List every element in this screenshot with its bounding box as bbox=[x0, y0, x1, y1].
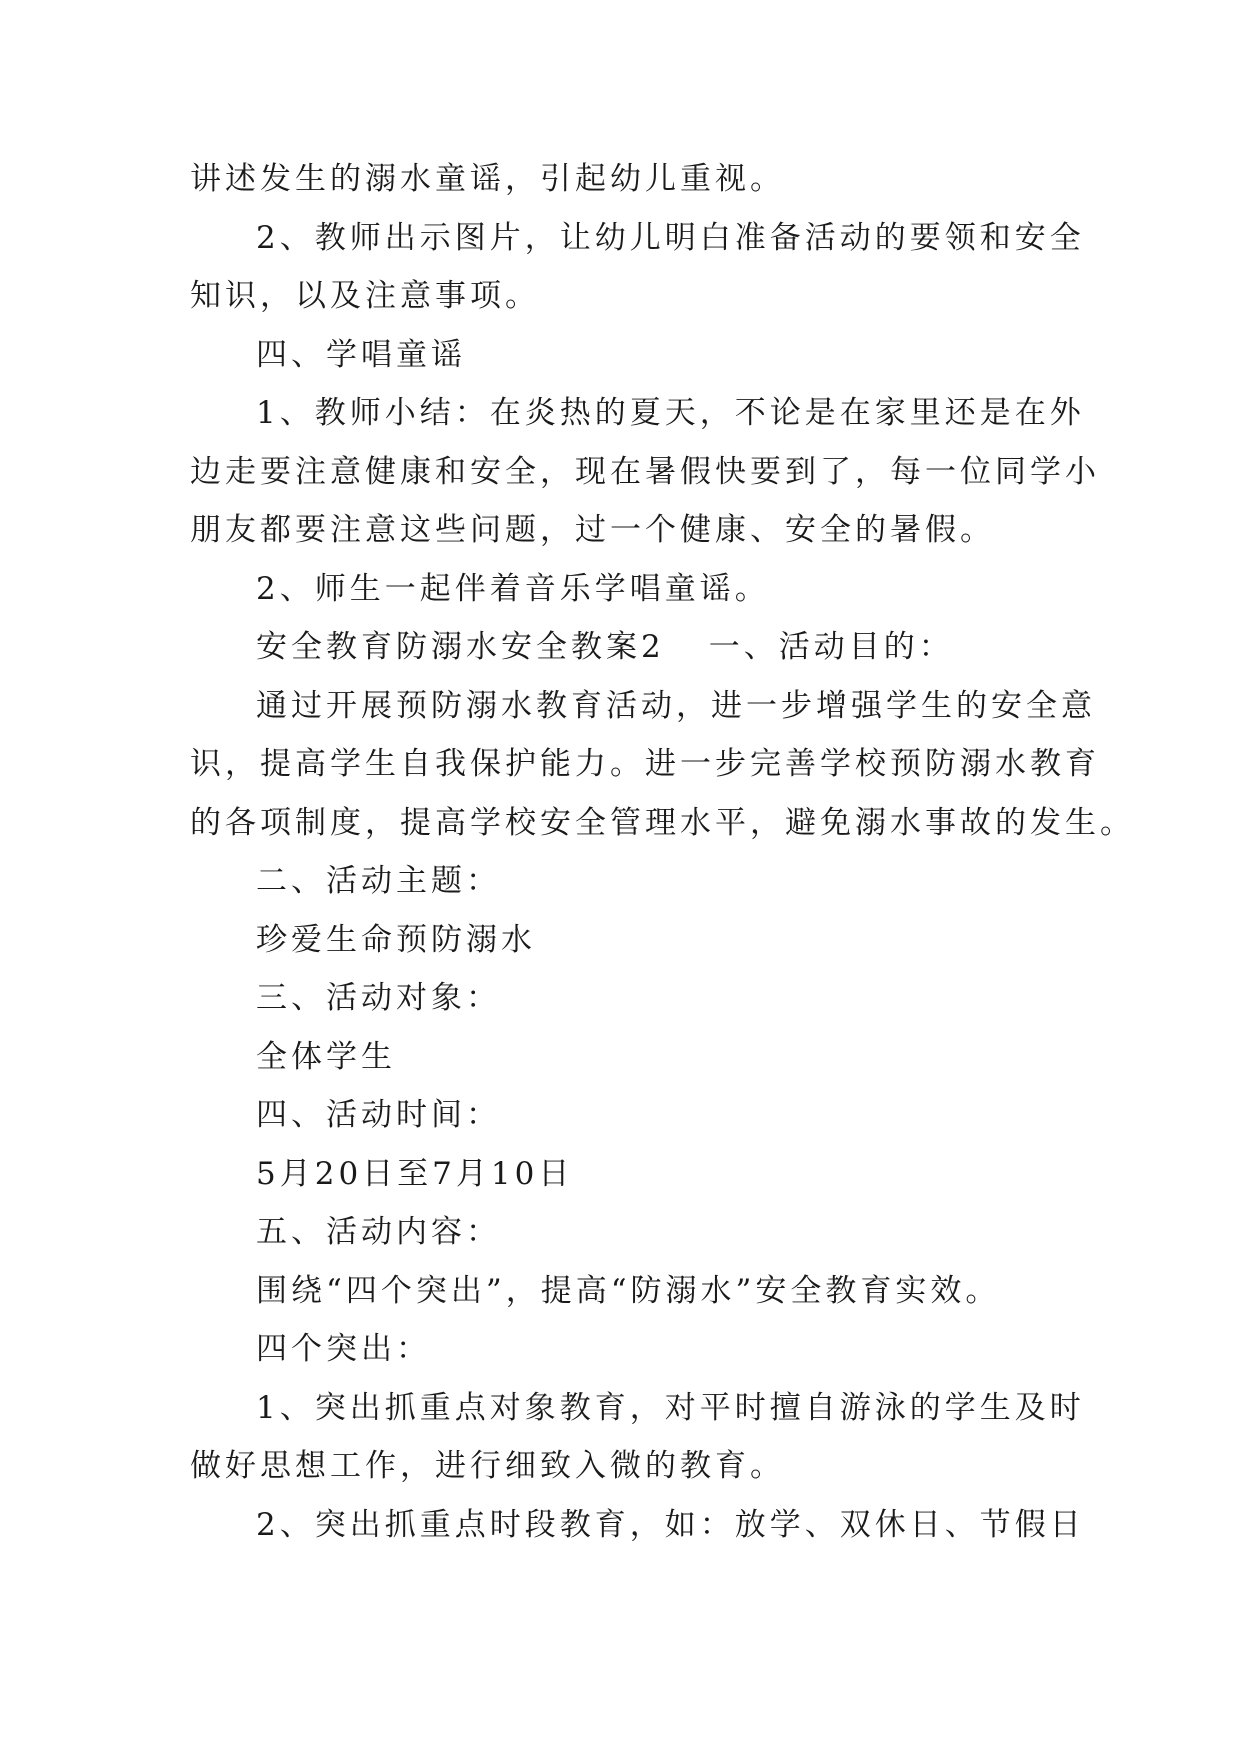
section-heading: 四、活动时间： bbox=[256, 1097, 501, 1133]
section-heading: 三、活动对象： bbox=[256, 980, 501, 1016]
text-line: 识，提高学生自我保护能力。进一步完善学校预防溺水教育 bbox=[190, 746, 1100, 782]
section-heading: 五、活动内容： bbox=[256, 1214, 501, 1250]
text-line: 朋友都要注意这些问题，过一个健康、安全的暑假。 bbox=[190, 512, 995, 548]
lesson-title: 安全教育防溺水安全教案2 bbox=[256, 629, 665, 665]
section-heading: 二、活动主题： bbox=[256, 863, 501, 899]
text-line: 1、突出抓重点对象教育，对平时擅自游泳的学生及时 bbox=[256, 1389, 1085, 1426]
lesson-title-line bbox=[190, 618, 1055, 677]
text-line: 边走要注意健康和安全，现在暑假快要到了，每一位同学小 bbox=[190, 453, 1100, 490]
text-line: 的各项制度，提高学校安全管理水平，避免溺水事故的发生。 bbox=[190, 804, 1135, 841]
text-line: 全体学生 bbox=[256, 1038, 396, 1075]
text-line: 讲述发生的溺水童谣，引起幼儿重视。 bbox=[190, 161, 785, 197]
text-line: 珍爱生命预防溺水 bbox=[256, 921, 536, 958]
text-line: 围绕“四个突出”，提高“防溺水”安全教育实效。 bbox=[256, 1272, 1001, 1309]
text-line: 1、教师小结：在炎热的夏天，不论是在家里还是在外 bbox=[256, 395, 1085, 431]
section-heading: 一、活动目的： bbox=[708, 629, 954, 665]
text-line: 四个突出： bbox=[256, 1331, 431, 1367]
text-line: 知识，以及注意事项。 bbox=[190, 278, 540, 314]
text-line: 2、教师出示图片，让幼儿明白准备活动的要领和安全 bbox=[256, 219, 1085, 256]
text-line: 5月20日至7月10日 bbox=[256, 1155, 574, 1192]
text-line: 通过开展预防溺水教育活动，进一步增强学生的安全意 bbox=[256, 687, 1096, 724]
text-line: 2、师生一起伴着音乐学唱童谣。 bbox=[256, 570, 770, 607]
text-line: 做好思想工作，进行细致入微的教育。 bbox=[190, 1448, 785, 1484]
section-heading: 四、学唱童谣 bbox=[256, 336, 466, 373]
text-line: 2、突出抓重点时段教育，如：放学、双休日、节假日 bbox=[256, 1506, 1085, 1543]
document-body bbox=[190, 150, 1135, 1554]
